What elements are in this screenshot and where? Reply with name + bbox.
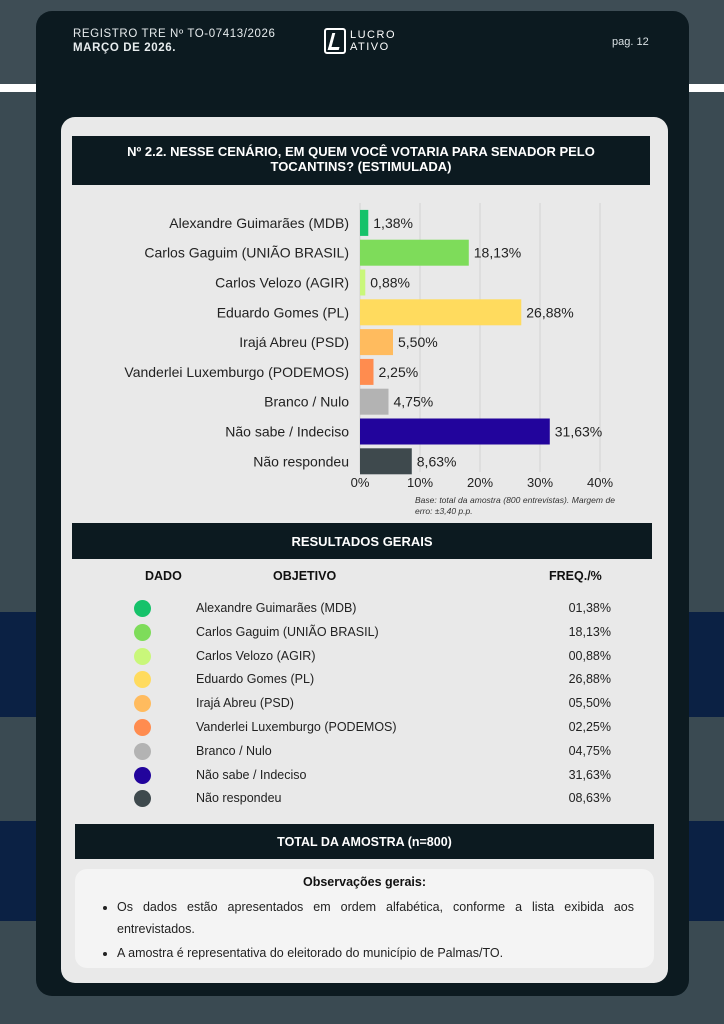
- date-text: MARÇO DE 2026.: [73, 42, 176, 54]
- bar: [360, 240, 469, 266]
- results-section-title: RESULTADOS GERAIS: [72, 523, 652, 559]
- value-label: 26,88%: [526, 304, 574, 321]
- x-tick-label: 10%: [406, 475, 434, 490]
- x-tick-label: 30%: [526, 475, 554, 490]
- row-name: Alexandre Guimarães (MDB): [196, 601, 357, 615]
- logo-line-2: ATIVO: [350, 41, 390, 53]
- color-dot: [134, 695, 151, 712]
- bar: [360, 359, 374, 385]
- category-label: Eduardo Gomes (PL): [216, 304, 349, 321]
- table-row: [0, 668, 724, 692]
- color-dot: [134, 671, 151, 688]
- category-label: Carlos Gaguim (UNIÃO BRASIL): [144, 244, 349, 261]
- observations-title: Observações gerais:: [303, 875, 426, 889]
- col-header-freq: FREQ./%: [549, 569, 602, 583]
- row-name: Não sabe / Indeciso: [196, 767, 307, 782]
- color-dot: [134, 743, 151, 760]
- row-freq: 04,75%: [568, 743, 611, 758]
- observation-item: • Os dados estão apresentados em ordem alfabética, conforme a lista exibida aos entrevistados.: [117, 896, 634, 940]
- observation-item: • A amostra é representativa do eleitorado do município de Palmas/TO.: [117, 942, 634, 964]
- row-name: Não respondeu: [196, 791, 282, 806]
- category-label: Branco / Nulo: [264, 393, 349, 410]
- color-dot: [134, 719, 151, 736]
- row-freq: 26,88%: [568, 672, 611, 687]
- table-row: [0, 621, 724, 645]
- value-label: 8,63%: [416, 453, 457, 470]
- row-name: Carlos Gaguim (UNIÃO BRASIL): [196, 624, 379, 639]
- row-name: Eduardo Gomes (PL): [196, 672, 315, 687]
- table-row: [0, 716, 724, 740]
- row-name: Vanderlei Luxemburgo (PODEMOS): [196, 720, 397, 734]
- question-title: Nº 2.2. NESSE CENÁRIO, EM QUEM VOCÊ VOTARIA PARA SENADOR PELO TOCANTINS? (ESTIMULADA): [72, 136, 650, 185]
- bar: [360, 389, 389, 415]
- category-label: Carlos Velozo (AGIR): [215, 274, 349, 291]
- value-label: 18,13%: [473, 244, 522, 261]
- page-number: pag. 12: [612, 36, 649, 48]
- table-row: [0, 597, 724, 621]
- color-dot: [134, 767, 151, 784]
- base-note: Base: total da amostra (800 entrevistas). Margem de erro: ±3,40 p.p.: [415, 495, 615, 516]
- x-tick-label: 20%: [466, 475, 494, 490]
- observations-box: [75, 869, 654, 968]
- row-freq: 02,25%: [568, 720, 611, 734]
- color-dot: [134, 648, 151, 665]
- category-label: Vanderlei Luxemburgo (PODEMOS): [124, 363, 349, 380]
- table-row: [0, 764, 724, 788]
- row-freq: 01,38%: [568, 601, 611, 615]
- x-tick-label: 40%: [586, 475, 614, 490]
- table-row: [0, 740, 724, 764]
- category-label: Não respondeu: [253, 453, 349, 470]
- bar: [360, 329, 393, 355]
- category-label: Irajá Abreu (PSD): [239, 334, 349, 351]
- value-label: 1,38%: [373, 214, 413, 231]
- category-label: Alexandre Guimarães (MDB): [169, 214, 349, 231]
- row-freq: 31,63%: [568, 767, 611, 782]
- value-label: 31,63%: [554, 423, 603, 440]
- row-name: Irajá Abreu (PSD): [196, 696, 294, 711]
- color-dot: [134, 600, 151, 617]
- logo-line-1: LUCRO: [350, 29, 397, 41]
- col-header-objetivo: OBJETIVO: [273, 569, 337, 583]
- table-row: [0, 787, 724, 811]
- x-tick-label: 0%: [350, 475, 370, 490]
- row-freq: 08,63%: [568, 791, 611, 806]
- row-name: Carlos Velozo (AGIR): [196, 648, 316, 663]
- row-name: Branco / Nulo: [196, 743, 272, 758]
- col-header-dado: DADO: [145, 569, 182, 583]
- row-freq: 18,13%: [568, 624, 611, 639]
- value-label: 2,25%: [378, 363, 419, 380]
- bar: [360, 299, 521, 325]
- total-sample-bar: TOTAL DA AMOSTRA (n=800): [75, 824, 654, 859]
- registro-text: REGISTRO TRE Nº TO-07413/2026: [73, 28, 276, 40]
- bar: [360, 448, 412, 474]
- bar: [360, 270, 365, 296]
- table-row: [0, 645, 724, 669]
- bar: [360, 419, 550, 445]
- value-label: 0,88%: [370, 274, 410, 291]
- observations-list: [95, 896, 634, 964]
- row-freq: 05,50%: [568, 696, 611, 711]
- table-row: [0, 692, 724, 716]
- category-label: Não sabe / Indeciso: [225, 423, 349, 440]
- row-freq: 00,88%: [568, 648, 611, 663]
- color-dot: [134, 624, 151, 641]
- color-dot: [134, 790, 151, 807]
- value-label: 4,75%: [393, 393, 434, 410]
- bar: [360, 210, 368, 236]
- value-label: 5,50%: [398, 334, 438, 351]
